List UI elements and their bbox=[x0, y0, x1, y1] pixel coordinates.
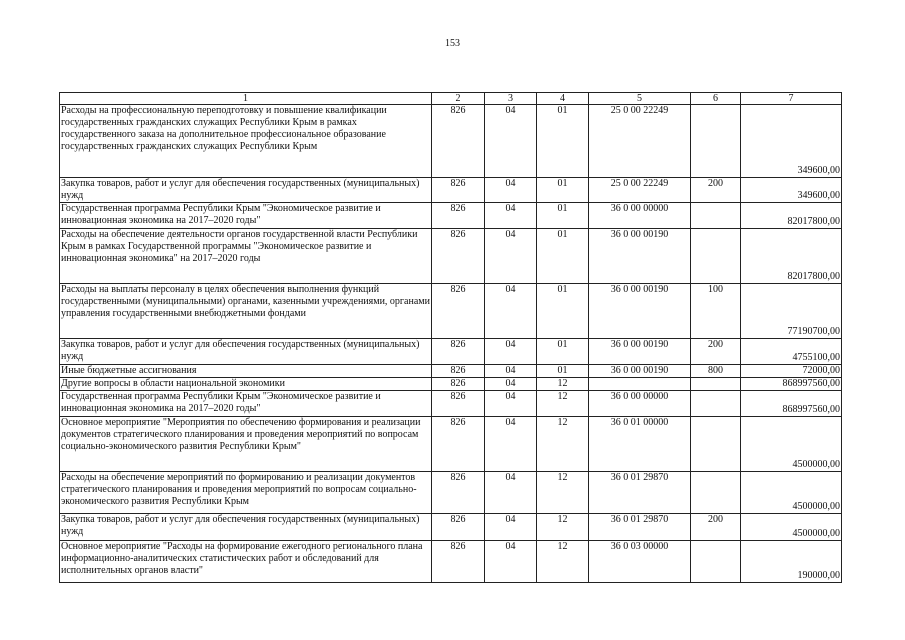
row-code-2: 826 bbox=[432, 178, 485, 203]
row-code-5: 36 0 03 00000 bbox=[589, 541, 691, 583]
table-row bbox=[60, 541, 842, 583]
row-code-4: 01 bbox=[537, 339, 589, 365]
row-amount: 4500000,00 bbox=[741, 514, 842, 541]
header-cell: 2 bbox=[432, 93, 485, 105]
row-code-6 bbox=[691, 203, 741, 229]
row-amount: 82017800,00 bbox=[741, 229, 842, 284]
table-row bbox=[60, 229, 842, 284]
row-code-4: 12 bbox=[537, 378, 589, 391]
row-amount: 77190700,00 bbox=[741, 284, 842, 339]
row-code-6 bbox=[691, 391, 741, 417]
row-description: Основное мероприятие "Расходы на формирование ежегодного регионального плана информационно-аналитических статистических работ и обследований для исполнительных органов власти" bbox=[60, 541, 432, 583]
row-code-3: 04 bbox=[485, 229, 537, 284]
row-amount: 4500000,00 bbox=[741, 472, 842, 514]
row-code-5: 36 0 00 00000 bbox=[589, 203, 691, 229]
row-amount: 190000,00 bbox=[741, 541, 842, 583]
row-code-6 bbox=[691, 229, 741, 284]
page-number: 153 bbox=[445, 38, 460, 49]
row-code-4: 01 bbox=[537, 365, 589, 378]
row-amount: 4500000,00 bbox=[741, 417, 842, 472]
row-code-2: 826 bbox=[432, 339, 485, 365]
header-cell: 7 bbox=[741, 93, 842, 105]
row-code-6 bbox=[691, 417, 741, 472]
row-code-3: 04 bbox=[485, 378, 537, 391]
row-description: Закупка товаров, работ и услуг для обеспечения государственных (муниципальных) нужд bbox=[60, 514, 432, 541]
row-description: Иные бюджетные ассигнования bbox=[60, 365, 432, 378]
row-code-5: 36 0 01 29870 bbox=[589, 472, 691, 514]
row-amount: 349600,00 bbox=[741, 178, 842, 203]
table-row bbox=[60, 284, 842, 339]
row-description: Закупка товаров, работ и услуг для обеспечения государственных (муниципальных) нужд bbox=[60, 178, 432, 203]
row-code-6 bbox=[691, 541, 741, 583]
row-code-4: 12 bbox=[537, 541, 589, 583]
row-amount: 82017800,00 bbox=[741, 203, 842, 229]
row-code-4: 01 bbox=[537, 178, 589, 203]
header-cell: 1 bbox=[60, 93, 432, 105]
row-code-6: 200 bbox=[691, 339, 741, 365]
row-code-4: 12 bbox=[537, 472, 589, 514]
row-amount: 4755100,00 bbox=[741, 339, 842, 365]
row-code-2: 826 bbox=[432, 229, 485, 284]
row-code-5: 36 0 00 00190 bbox=[589, 339, 691, 365]
row-code-5: 25 0 00 22249 bbox=[589, 178, 691, 203]
row-description: Основное мероприятие "Мероприятия по обеспечению формирования и реализации документов стратегического планирования и проведения мероприятий по вопросам социально-экономического развития Республики Крым" bbox=[60, 417, 432, 472]
table-row bbox=[60, 391, 842, 417]
row-code-2: 826 bbox=[432, 284, 485, 339]
row-code-6: 800 bbox=[691, 365, 741, 378]
row-code-4: 12 bbox=[537, 391, 589, 417]
header-cell: 5 bbox=[589, 93, 691, 105]
row-code-3: 04 bbox=[485, 365, 537, 378]
row-code-3: 04 bbox=[485, 391, 537, 417]
row-code-3: 04 bbox=[485, 203, 537, 229]
row-description: Расходы на обеспечение мероприятий по формированию и реализации документов стратегического планирования и проведения мероприятий по вопросам социально-экономического развития Республики Крым bbox=[60, 472, 432, 514]
row-code-2: 826 bbox=[432, 203, 485, 229]
row-code-5: 36 0 01 29870 bbox=[589, 514, 691, 541]
row-code-6 bbox=[691, 472, 741, 514]
row-amount: 868997560,00 bbox=[741, 391, 842, 417]
row-code-5: 36 0 00 00190 bbox=[589, 284, 691, 339]
row-code-4: 01 bbox=[537, 284, 589, 339]
row-description: Расходы на профессиональную переподготовку и повышение квалификации государственных гражданских служащих Республики Крым в рамках государственного заказа на дополнительное профессиональное образование государственных гражданских служащих Республики Крым bbox=[60, 105, 432, 178]
row-code-4: 12 bbox=[537, 417, 589, 472]
row-code-4: 12 bbox=[537, 514, 589, 541]
row-code-2: 826 bbox=[432, 541, 485, 583]
row-code-2: 826 bbox=[432, 472, 485, 514]
row-code-2: 826 bbox=[432, 417, 485, 472]
table-row bbox=[60, 203, 842, 229]
row-code-2: 826 bbox=[432, 514, 485, 541]
table-row bbox=[60, 339, 842, 365]
row-code-2: 826 bbox=[432, 391, 485, 417]
row-code-5: 36 0 00 00190 bbox=[589, 229, 691, 284]
row-code-3: 04 bbox=[485, 105, 537, 178]
row-code-2: 826 bbox=[432, 365, 485, 378]
header-cell: 6 bbox=[691, 93, 741, 105]
row-code-6 bbox=[691, 378, 741, 391]
row-amount: 349600,00 bbox=[741, 105, 842, 178]
table-row bbox=[60, 472, 842, 514]
row-code-5: 36 0 00 00000 bbox=[589, 391, 691, 417]
row-code-3: 04 bbox=[485, 339, 537, 365]
row-code-3: 04 bbox=[485, 472, 537, 514]
budget-table bbox=[59, 92, 842, 583]
header-cell: 3 bbox=[485, 93, 537, 105]
row-description: Закупка товаров, работ и услуг для обеспечения государственных (муниципальных) нужд bbox=[60, 339, 432, 365]
table-row bbox=[60, 378, 842, 391]
row-code-3: 04 bbox=[485, 541, 537, 583]
row-description: Расходы на выплаты персоналу в целях обеспечения выполнения функций государственными (муниципальными) органами, казенными учреждениями, органами управления государственными внебюджетными фондами bbox=[60, 284, 432, 339]
row-code-4: 01 bbox=[537, 203, 589, 229]
table-row bbox=[60, 105, 842, 178]
table-row bbox=[60, 514, 842, 541]
row-code-5: 25 0 00 22249 bbox=[589, 105, 691, 178]
row-code-6 bbox=[691, 105, 741, 178]
header-row bbox=[60, 93, 842, 105]
row-description: Другие вопросы в области национальной экономики bbox=[60, 378, 432, 391]
table-row bbox=[60, 178, 842, 203]
row-code-5 bbox=[589, 378, 691, 391]
row-code-6: 200 bbox=[691, 178, 741, 203]
row-code-4: 01 bbox=[537, 105, 589, 178]
table-row bbox=[60, 417, 842, 472]
row-code-4: 01 bbox=[537, 229, 589, 284]
row-code-5: 36 0 01 00000 bbox=[589, 417, 691, 472]
row-code-3: 04 bbox=[485, 284, 537, 339]
row-amount: 868997560,00 bbox=[741, 378, 842, 391]
row-description: Государственная программа Республики Крым "Экономическое развитие и инновационная экономика на 2017–2020 годы" bbox=[60, 203, 432, 229]
row-amount: 72000,00 bbox=[741, 365, 842, 378]
row-code-6: 100 bbox=[691, 284, 741, 339]
row-description: Государственная программа Республики Крым "Экономическое развитие и инновационная экономика на 2017–2020 годы" bbox=[60, 391, 432, 417]
row-code-6: 200 bbox=[691, 514, 741, 541]
row-code-3: 04 bbox=[485, 417, 537, 472]
row-description: Расходы на обеспечение деятельности органов государственной власти Республики Крым в рамках Государственной программы "Экономическое развитие и инновационная экономика" на 2017–2020 годы bbox=[60, 229, 432, 284]
row-code-5: 36 0 00 00190 bbox=[589, 365, 691, 378]
row-code-2: 826 bbox=[432, 378, 485, 391]
table-row bbox=[60, 365, 842, 378]
row-code-2: 826 bbox=[432, 105, 485, 178]
row-code-3: 04 bbox=[485, 514, 537, 541]
row-code-3: 04 bbox=[485, 178, 537, 203]
header-cell: 4 bbox=[537, 93, 589, 105]
